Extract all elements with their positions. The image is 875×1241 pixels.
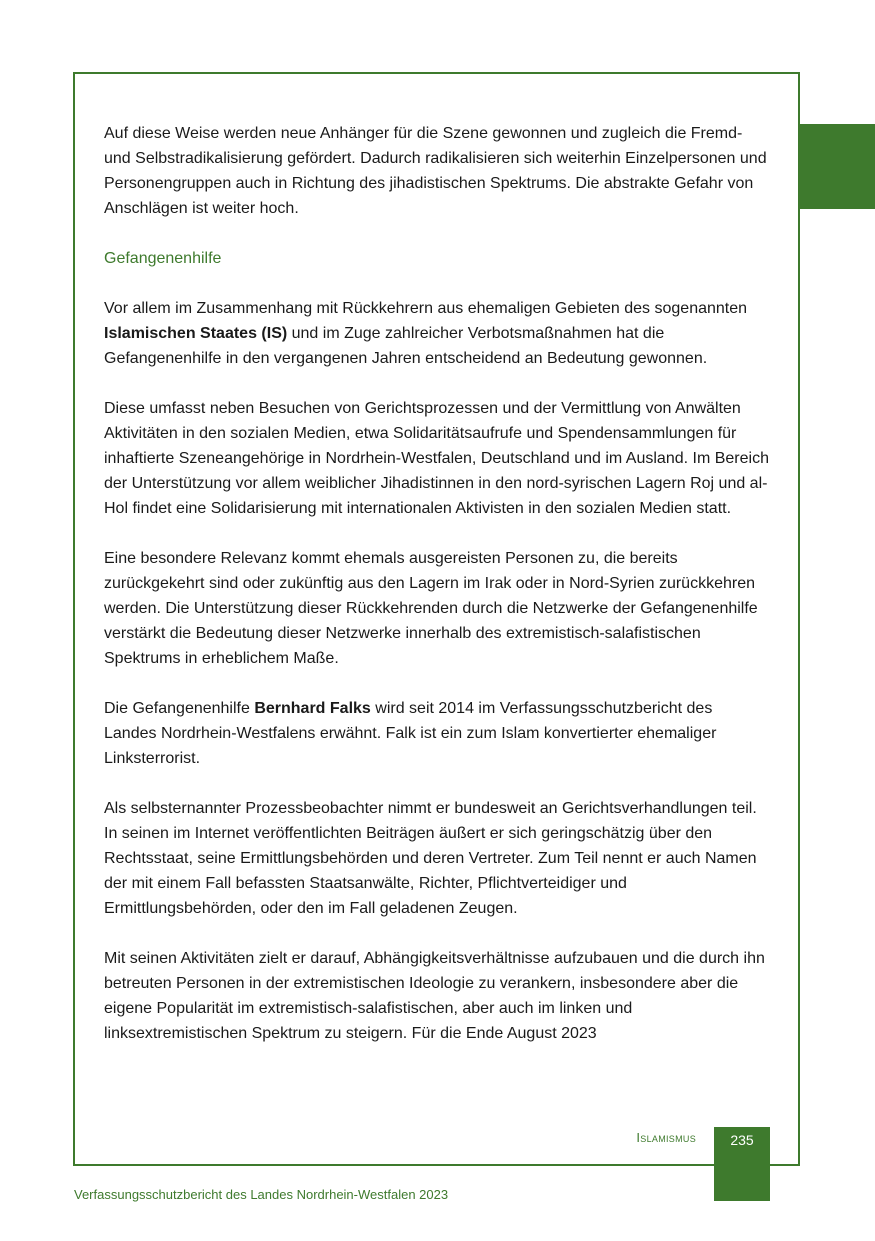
page-number: 235 <box>730 1132 754 1148</box>
bold-term: Bernhard Falks <box>254 700 371 717</box>
body-text <box>104 121 769 1071</box>
text-segment: Als selbsternannter Prozessbeobachter nimmt er bundesweit an Gerichtsverhandlungen teil. In seinen im Internet veröffentlichten Beiträgen äußert er sich geringschätzig über den Rechtsstaat, seine Ermittlungsbehörden und deren Vertreter. Zum Teil nennt er auch Namen der mit einem Fall befassten Staatsanwälte, Richter, Pflichtverteidiger und Ermittlungsbehörden, oder den im Fall geladenen Zeugen. <box>104 800 757 917</box>
paragraph <box>104 296 769 371</box>
paragraph <box>104 121 769 221</box>
text-segment: Vor allem im Zusammenhang mit Rückkehrern aus ehemaligen Gebieten des sogenannten <box>104 300 748 317</box>
text-segment: Diese umfasst neben Besuchen von Gerichtsprozessen und der Vermittlung von Anwälten Aktivitäten in den sozialen Medien, etwa Solidaritätsaufrufe und Spendensammlungen für inhaftierte Szeneangehörige in Nordrhein-Westfalen, Deutschland und im Ausland. Im Bereich der Unterstützung vor allem weiblicher Jihadistinnen in den nord-syrischen Lagern Roj und al-Hol findet eine Solidarisierung mit internationalen Aktivisten in den sozialen Medien statt. <box>104 400 769 517</box>
paragraph <box>104 696 769 771</box>
bold-term: Islamischen Staates (IS) <box>104 325 288 342</box>
paragraph <box>104 546 769 671</box>
page-number-box <box>714 1127 770 1201</box>
paragraph <box>104 396 769 521</box>
paragraph <box>104 796 769 921</box>
text-segment: Auf diese Weise werden neue Anhänger für die Szene gewonnen und zugleich die Fremd- und Selbstradikalisierung gefördert. Dadurch radikalisieren sich weiterhin Einzelpersonen und Personengruppen auch in Richtung des jihadistischen Spektrums. Die abstrakte Gefahr von Anschlägen ist weiter hoch. <box>104 125 767 217</box>
text-segment: und im Zuge zahlreicher Verbotsmaßnahmen hat die Gefangenenhilfe in den vergangenen Jahren entscheidend an Bedeutung gewonnen. <box>104 325 708 367</box>
section-label: Islamismus <box>636 1130 696 1145</box>
text-segment: wird seit 2014 im Verfassungsschutzbericht des Landes Nordrhein-Westfalens erwähnt. Falk ist ein zum Islam konvertierter ehemaliger Linksterrorist. <box>104 700 717 767</box>
section-heading: Gefangenenhilfe <box>104 250 222 267</box>
paragraph <box>104 946 769 1046</box>
running-footer: Verfassungsschutzbericht des Landes Nordrhein-Westfalen 2023 <box>74 1187 449 1202</box>
text-segment: Die Gefangenenhilfe <box>104 700 255 717</box>
side-tab-marker <box>799 124 875 209</box>
text-segment: Mit seinen Aktivitäten zielt er darauf, Abhängigkeitsverhältnisse aufzubauen und die durch ihn betreuten Personen in der extremistischen Ideologie zu verankern, insbesondere aber die eigene Popularität im extremistisch-salafistischen, aber auch im linken und linksextremistischen Spektrum zu steigern. Für die Ende August 2023 <box>104 950 765 1042</box>
text-segment: Eine besondere Relevanz kommt ehemals ausgereisten Personen zu, die bereits zurückgekehrt sind oder zukünftig aus den Lagern im Irak oder in Nord-Syrien zurückkehren werden. Die Unterstützung dieser Rückkehrenden durch die Netzwerke der Gefangenenhilfe verstärkt die Bedeutung dieser Netzwerke innerhalb des extremistisch-salafistischen Spektrums in erheblichem Maße. <box>104 550 758 667</box>
